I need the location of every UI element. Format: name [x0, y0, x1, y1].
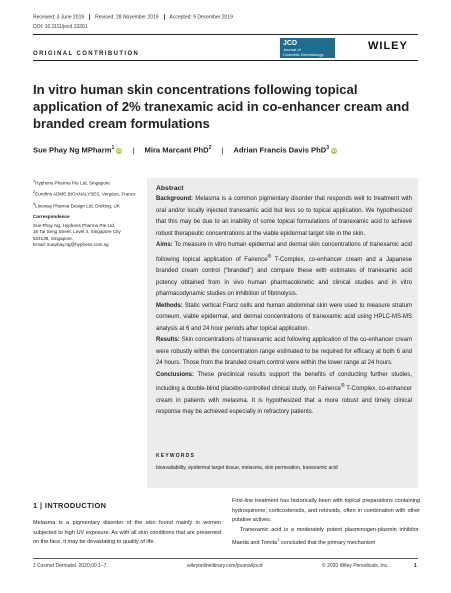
affiliation — [33, 201, 141, 210]
correspondence-line: Sue Phay Ng, Hyphens Pharma Pte Ltd, — [33, 222, 116, 228]
body-column-right — [232, 497, 420, 548]
date-divider — [164, 14, 165, 20]
body-paragraph — [232, 526, 420, 549]
doi[interactable]: DOI: 10.1111/jocd.13301 — [33, 24, 88, 30]
abstract-text: T-Complex, co-enhancer cream in patients with melasma. It is hypothesized that a more robust and timely clinical response may be achieved especially in refractory patients. — [156, 386, 413, 415]
author-name[interactable]: Sue Phay Ng MPharm — [33, 145, 112, 155]
orcid-icon[interactable]: iD — [117, 147, 122, 153]
revised-date: Revised: 28 November 2019 — [95, 14, 159, 21]
correspondence-heading: Correspondence — [33, 213, 70, 219]
footer-copyright: © 2020 Wiley Periodicals, Inc. — [322, 563, 389, 569]
body-text: Tranexamic acid is a moderately potent plasminogen-plasmin inhibitor. Maeda and Tomita — [232, 526, 420, 546]
accepted-date: Accepted: 9 December 2019 — [169, 14, 233, 21]
article-type: ORIGINAL CONTRIBUTION — [33, 51, 140, 57]
affiliation — [33, 189, 141, 198]
journal-logo-line2: Cosmetic Dermatology — [283, 52, 324, 57]
abstract-text: Melasma is a common pigmentary disorder that responds well to treatment with oral and/or locally injected tranexamic acid but less so to topical application. We hypothesized that this may be due to an inability of some topical formulations of tranexamic acid to achieve robust therapeutic concentrations at the viable epidermal target site in the skin. — [156, 196, 412, 237]
affiliation-text: Lineway Pharma Design Ltd, Dorking, UK — [35, 203, 120, 209]
affiliation-sup: 2 — [33, 190, 36, 195]
article-title: In vitro human skin concentrations following topical application of 2% tranexamic acid in co-enhancer cream and branded cream formulations — [33, 82, 410, 131]
abstract-aims — [156, 240, 412, 301]
correspondence-email[interactable]: Email: suephay.ng@hyphens.com.sg — [33, 241, 109, 247]
abstract-conclusions — [156, 370, 412, 419]
journal-logo-line1: Journal of — [283, 47, 301, 52]
received-date: Received: 3 June 2019 — [33, 14, 85, 21]
footer-citation: J Cosmet Dermatol. 2020;00:1–7. — [33, 563, 108, 569]
affiliation-text: Hyphens Pharma Pte Ltd, Singapore — [35, 180, 110, 186]
registered-mark: ® — [267, 253, 272, 260]
section-separator: | — [39, 501, 43, 510]
abstract-label: Conclusions: — [156, 371, 195, 378]
keywords-list: bioavailability, epidermal target tissue, melasma, skin permeation, tranexamic acid — [156, 465, 338, 471]
date-divider — [89, 14, 90, 20]
abstract-label: Background: — [156, 196, 194, 202]
journal-logo[interactable] — [280, 38, 335, 58]
author-name[interactable]: Mira Marcant PhD — [144, 145, 209, 155]
header-rule — [33, 34, 418, 35]
affiliation-text: Eurofins ADME BIOANALYSES, Vergèze, France — [35, 191, 136, 197]
abstract-box — [147, 178, 418, 488]
section-number: 1 — [33, 501, 38, 510]
publisher-logo[interactable]: WILEY — [368, 40, 408, 52]
publication-dates — [33, 14, 233, 20]
abstract-label: Results: — [156, 337, 180, 343]
abstract-text: Static vertical Franz cells and human abdominal skin were used to measure stratum corneum, viable epidermal, and dermal concentrations of tranexamic acid using HPLC-MS-MS analysis at 6 and 24 hour periods after topical application. — [156, 302, 413, 332]
body-column-left — [33, 519, 221, 548]
section-title: INTRODUCTION — [44, 501, 107, 510]
footer-url[interactable]: wileyonlinelibrary.com/journal/jocd — [187, 563, 263, 569]
author-affiliation-sup: 1 — [111, 145, 115, 151]
affiliation — [33, 178, 141, 187]
footer-rule — [33, 558, 418, 559]
body-text: concluded that the primary mechanism — [279, 539, 376, 546]
abstract-text: Skin concentrations of tranexamic acid following application of the co-enhancer cream were robustly within the concentration range estimated to be required for efficacy at both 6 and 24 hours. Those from the branded cream control were within the lower range at 24 hours. — [156, 337, 413, 366]
abstract-text: These preclinical results support the benefits of conducting further studies, including a double-blind placebo-controlled clinical study, on Fairence — [156, 371, 412, 392]
affiliation-sup: 1 — [33, 179, 36, 183]
page-number: 1 — [414, 563, 417, 569]
keywords-heading: KEYWORDS — [156, 453, 196, 459]
abstract-results — [156, 335, 412, 370]
abstract-label: Methods: — [156, 302, 183, 309]
abstract-text: To measure in vitro human epidermal and dermal skin concentrations of tranexamic acid following topical application of Fairence — [156, 242, 413, 263]
abstract-label: Aims: — [156, 242, 173, 248]
correspondence-line: 534138, Singapore. — [33, 235, 74, 241]
affiliation-sup: 3 — [33, 201, 36, 206]
author-affiliation-sup: 2 — [208, 145, 212, 151]
abstract-heading: Abstract — [156, 185, 184, 192]
registered-mark: ® — [340, 383, 345, 389]
correspondence-line: 16 Tai Seng Street, Level 4, Singapore City — [33, 229, 121, 235]
author-affiliation-sup: 3 — [326, 145, 329, 151]
section-rule — [33, 60, 418, 61]
author-name[interactable]: Adrian Francis Davis PhD — [233, 145, 327, 155]
author-separator: | — [132, 145, 135, 155]
section-heading-introduction — [33, 501, 106, 510]
orcid-icon[interactable]: iD — [332, 147, 336, 153]
author-list — [33, 145, 337, 155]
citation-ref[interactable]: 1 — [277, 537, 280, 542]
abstract-background — [156, 194, 412, 240]
author-separator: | — [221, 145, 224, 155]
abstract-methods — [156, 301, 412, 336]
abstract-text: T-Complex, co-enhancer cream and a Japanese branded cream control (“branded”) and compare these with estimates of tranexamic acid potency obtained from in vivo human pharmacokinetic and clinical studies and in vitro pharmacodynamic studies on inhibition of fibrinolysis. — [156, 256, 412, 297]
affiliations-column — [33, 178, 141, 248]
body-paragraph: Melasma is a pigmentary disorder of the skin found mainly in women subjected to high UV exposure. As with all skin conditions that are presented on the face, it may be devastating to quality of life. — [33, 520, 221, 545]
abstract-content — [156, 184, 412, 419]
journal-logo-abbr: JCD — [283, 40, 298, 47]
body-paragraph: First-line treatment has historically been with topical preparations containing hydroquinone, corticosteroids, and retinoids, often in combination with other putative actives. — [232, 498, 420, 523]
